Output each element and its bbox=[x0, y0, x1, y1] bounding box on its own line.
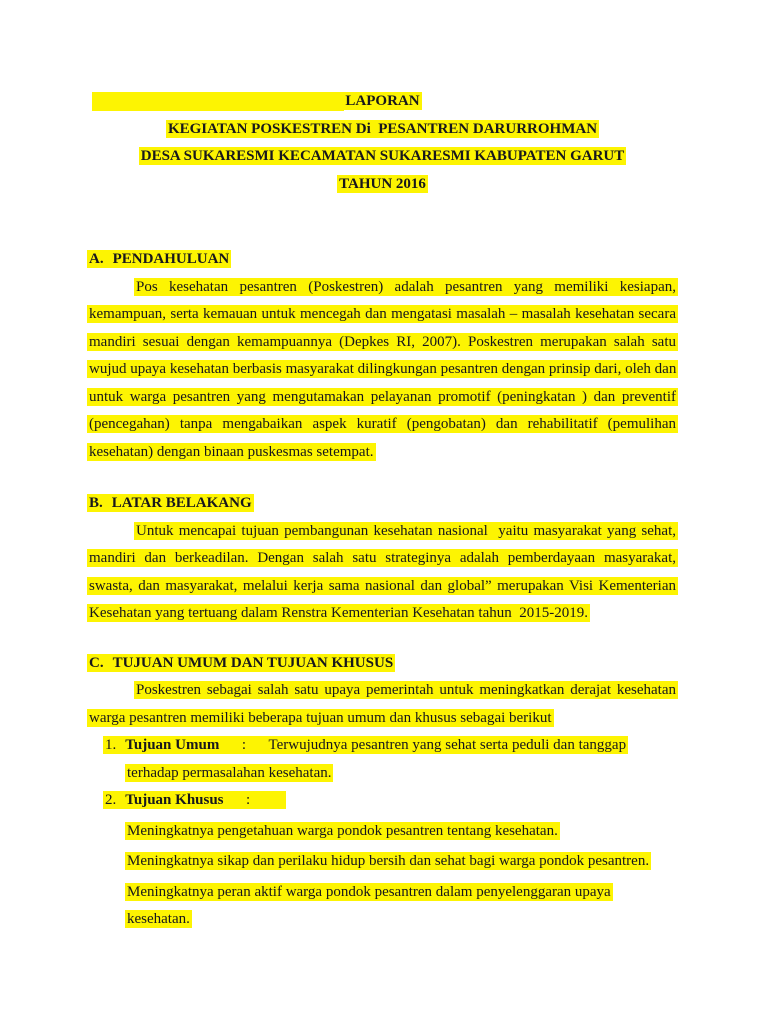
sub-item bbox=[87, 879, 678, 934]
section-pendahuluan bbox=[87, 246, 678, 466]
list-item-tujuan-khusus bbox=[87, 787, 678, 815]
paragraph-text: Pos kesehatan pesantren (Poskestren) adalah pesantren yang memiliki kesiapan, kemampuan, serta kemauan untuk mencegah dan mengatasi masalah – masalah kesehatan secara mandiri sesuai dengan kemampuannya (Depkes RI, 2007). Poskestren merupakan salah satu wujud upaya kesehatan berbasis masyarakat dilingkungan pesantren dengan prinsip dari, oleh dan untuk warga pesantren yang mengutamakan pelayanan promotif (peningkatan ) dan preventif (pencegahan) tanpa mengabaikan aspek kuratif (pengobatan) dan rehabilitatif (pemulihan kesehatan) dengan binaan puskesmas setempat. bbox=[89, 278, 677, 460]
section-label: B. bbox=[89, 495, 103, 511]
list-number: 2. bbox=[105, 792, 117, 808]
paragraph bbox=[87, 274, 678, 467]
highlight-bar bbox=[92, 92, 344, 111]
section-heading-text bbox=[87, 250, 231, 268]
sub-item bbox=[87, 848, 678, 876]
sub-item-text: Meningkatnya pengetahuan warga pondok pesantren tentang kesehatan. bbox=[127, 822, 558, 839]
section-title: PENDAHULUAN bbox=[112, 251, 230, 267]
section-heading-text bbox=[87, 494, 254, 512]
title-text: LAPORAN bbox=[345, 93, 420, 109]
list-separator: : bbox=[219, 737, 269, 753]
paragraph bbox=[87, 518, 678, 628]
title-line-2 bbox=[87, 116, 678, 144]
list-description: Terwujudnya pesantren yang sehat serta peduli dan tanggap terhadap permasalahan kesehatan. bbox=[127, 737, 627, 781]
section-heading-text bbox=[87, 654, 395, 672]
list-term: Tujuan Khusus bbox=[125, 792, 224, 808]
list-item-text bbox=[103, 791, 286, 809]
sub-item-text: Meningkatnya sikap dan perilaku hidup bersih dan sehat bagi warga pondok pesantren. bbox=[127, 853, 650, 869]
paragraph bbox=[87, 677, 678, 732]
title-line-3 bbox=[87, 143, 678, 171]
document-title bbox=[87, 88, 678, 198]
title-line-4 bbox=[87, 171, 678, 199]
list-separator: : bbox=[223, 792, 284, 808]
sub-item bbox=[87, 818, 678, 846]
sub-item-text: Meningkatnya peran aktif warga pondok pesantren dalam penyelenggaran upaya kesehatan. bbox=[127, 883, 611, 927]
title-text: DESA SUKARESMI KECAMATAN SUKARESMI KABUPATEN GARUT bbox=[140, 148, 625, 164]
title-text: TAHUN 2016 bbox=[339, 175, 426, 192]
list-number: 1. bbox=[105, 737, 117, 753]
title-line-1 bbox=[87, 88, 678, 116]
section-label: C. bbox=[89, 654, 104, 671]
paragraph-text: Poskestren sebagai salah satu upaya pemerintah untuk meningkatkan derajat kesehatan warga pesantren memiliki beberapa tujuan umum dan khusus sebagai berikut bbox=[89, 682, 676, 726]
section-heading bbox=[87, 650, 678, 678]
section-title: LATAR BELAKANG bbox=[111, 495, 252, 511]
section-label: A. bbox=[89, 251, 104, 267]
section-heading bbox=[87, 246, 678, 274]
section-tujuan bbox=[87, 650, 678, 934]
list-item-text bbox=[103, 736, 628, 782]
section-latar-belakang bbox=[87, 490, 678, 628]
title-text: KEGIATAN POSKESTREN Di PESANTREN DARURROHMAN bbox=[167, 120, 598, 137]
section-heading bbox=[87, 490, 678, 518]
section-title: TUJUAN UMUM DAN TUJUAN KHUSUS bbox=[112, 654, 394, 671]
list-item-tujuan-umum bbox=[87, 732, 678, 787]
list-term: Tujuan Umum bbox=[125, 737, 220, 753]
paragraph-text: Untuk mencapai tujuan pembangunan kesehatan nasional yaitu masyarakat yang sehat, mandiri dan berkeadilan. Dengan salah satu strateginya adalah pemberdayaan masyarakat, swasta, dan masyarakat, melalui kerja sama nasional dan global” merupakan Visi Kementerian Kesehatan yang tertuang dalam Renstra Kementerian Kesehatan tahun 2015-2019. bbox=[89, 522, 676, 621]
